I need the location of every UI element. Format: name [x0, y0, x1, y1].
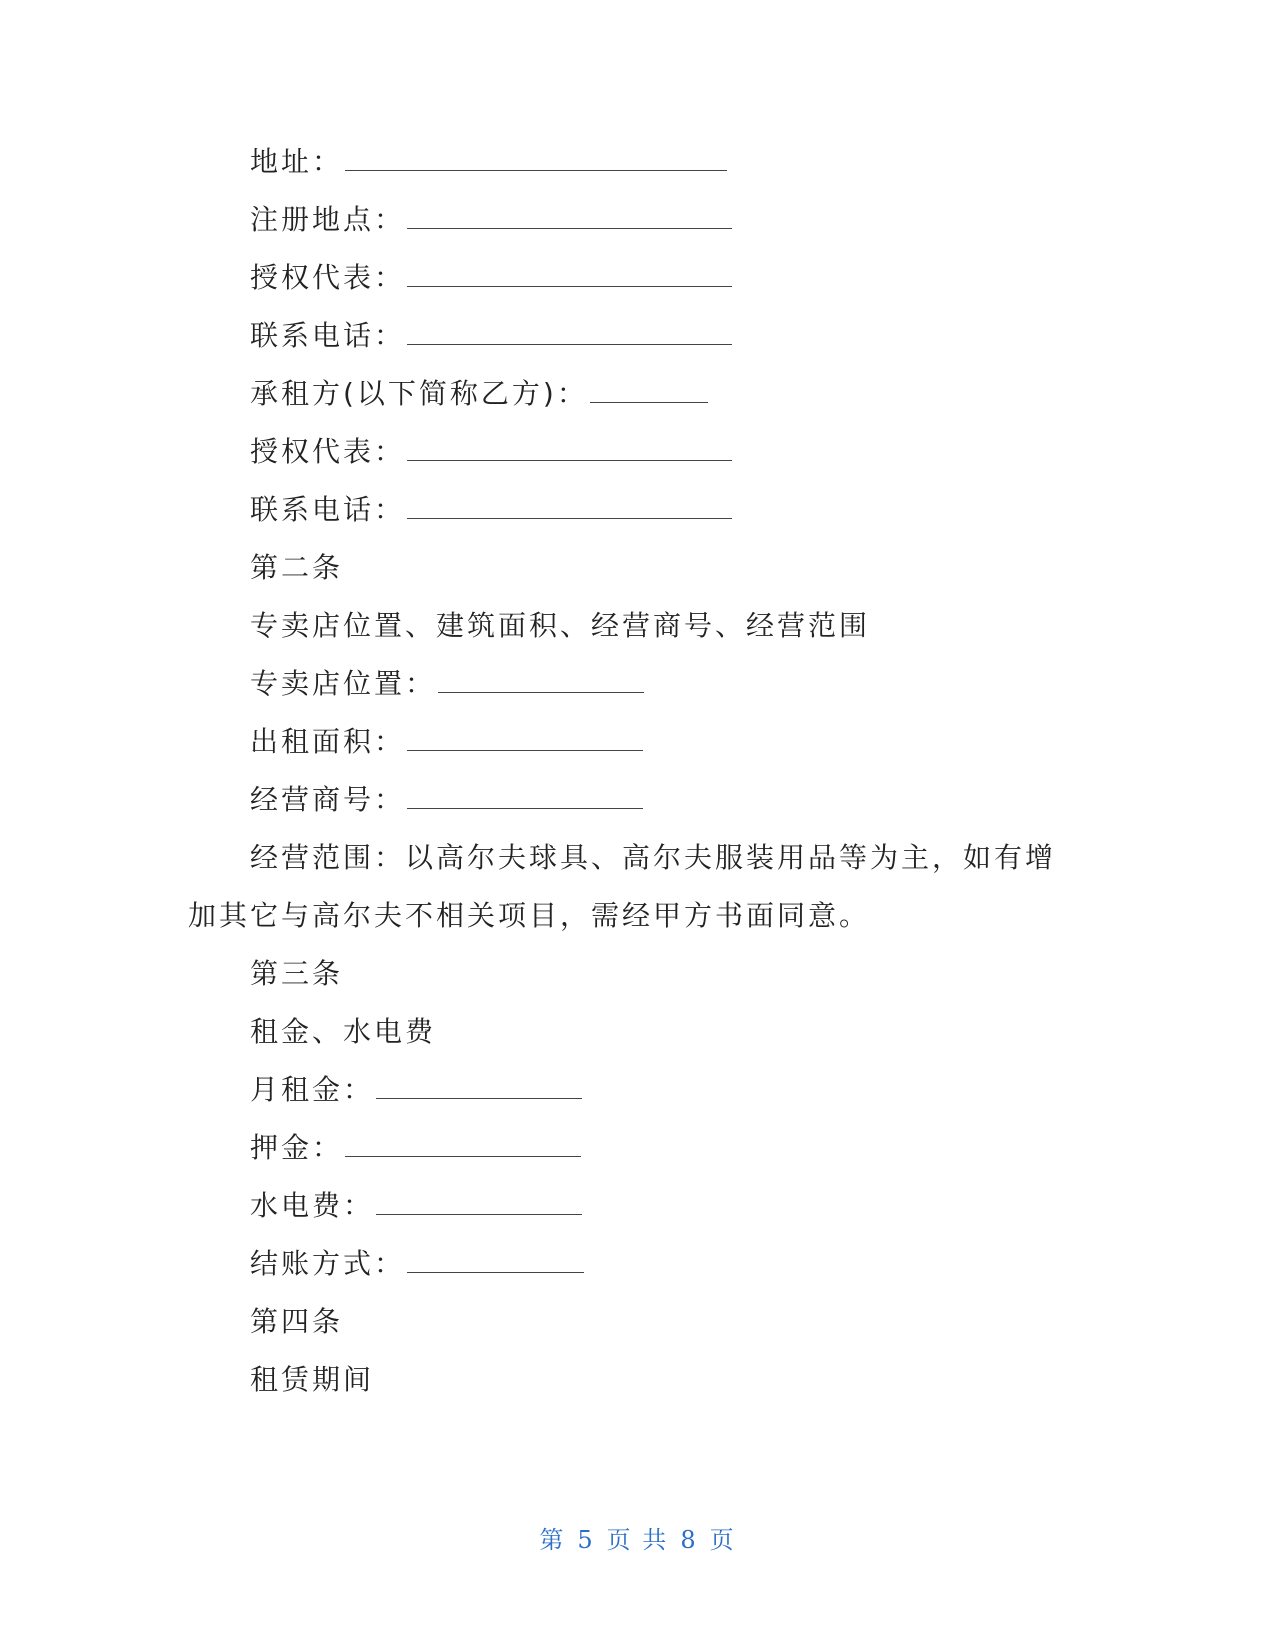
footer-text-page: 第: [539, 1526, 566, 1554]
registered-place-label: 注册地点：: [250, 203, 406, 236]
store-location-blank: [438, 674, 644, 693]
settlement-blank: [407, 1254, 584, 1273]
article-2-title: 专卖店位置、建筑面积、经营商号、经营范围: [250, 609, 871, 642]
store-location-label: 专卖店位置：: [250, 667, 437, 700]
trade-name-blank: [407, 790, 643, 809]
footer-text-of: 页 共: [606, 1526, 669, 1554]
article-4-title-line: [250, 1363, 374, 1397]
address-blank: [345, 152, 727, 171]
page-footer: [0, 1520, 1275, 1555]
deposit-line: [250, 1131, 581, 1165]
deposit-blank: [345, 1138, 581, 1157]
phone-line-2: [250, 493, 732, 527]
article-2-heading: [250, 551, 343, 585]
rental-area-line: [250, 725, 643, 759]
lessee-label: 承租方(以下简称乙方)：: [250, 377, 588, 410]
phone-label-1: 联系电话：: [250, 319, 406, 352]
utilities-label: 水电费：: [250, 1189, 375, 1222]
monthly-rent-label: 月租金：: [250, 1073, 375, 1106]
rental-area-label: 出租面积：: [250, 725, 406, 758]
article-4-heading: [250, 1305, 343, 1339]
store-location-line: [250, 667, 644, 701]
article-4-label: 第四条: [250, 1305, 344, 1338]
utilities-line: [250, 1189, 582, 1223]
article-3-title: 租金、水电费: [250, 1015, 437, 1048]
phone-blank-2: [407, 500, 732, 519]
article-3-heading: [250, 957, 343, 991]
lessee-blank: [590, 384, 708, 403]
monthly-rent-line: [250, 1073, 582, 1107]
article-2-title-line: [250, 609, 870, 643]
authorized-rep-blank-2: [407, 442, 732, 461]
footer-total-pages: 8: [680, 1526, 698, 1554]
article-4-title: 租赁期间: [250, 1363, 375, 1396]
settlement-label: 结账方式：: [250, 1247, 406, 1280]
business-scope-line: [250, 841, 1056, 875]
monthly-rent-blank: [376, 1080, 582, 1099]
phone-blank-1: [407, 326, 732, 345]
trade-name-label: 经营商号：: [250, 783, 406, 816]
business-scope-continuation-line: [188, 899, 870, 933]
registered-place-line: [250, 203, 732, 237]
address-label: 地址：: [250, 145, 344, 178]
registered-place-blank: [407, 210, 732, 229]
business-scope-continuation-text: 加其它与高尔夫不相关项目，需经甲方书面同意。: [188, 899, 871, 932]
utilities-blank: [376, 1196, 582, 1215]
lessee-line: [250, 377, 708, 411]
authorized-rep-line-2: [250, 435, 732, 469]
rental-area-blank: [407, 732, 643, 751]
authorized-rep-blank-1: [407, 268, 732, 287]
authorized-rep-line-1: [250, 261, 732, 295]
phone-line-1: [250, 319, 732, 353]
settlement-line: [250, 1247, 584, 1281]
phone-label-2: 联系电话：: [250, 493, 406, 526]
business-scope-text: 经营范围：以高尔夫球具、高尔夫服装用品等为主，如有增: [250, 841, 1057, 874]
deposit-label: 押金：: [250, 1131, 344, 1164]
footer-current-page: 5: [577, 1526, 595, 1554]
article-3-title-line: [250, 1015, 436, 1049]
article-2-label: 第二条: [250, 551, 344, 584]
authorized-rep-label-1: 授权代表：: [250, 261, 406, 294]
authorized-rep-label-2: 授权代表：: [250, 435, 406, 468]
trade-name-line: [250, 783, 643, 817]
article-3-label: 第三条: [250, 957, 344, 990]
footer-text-end: 页: [709, 1526, 736, 1554]
address-line: [250, 145, 727, 179]
